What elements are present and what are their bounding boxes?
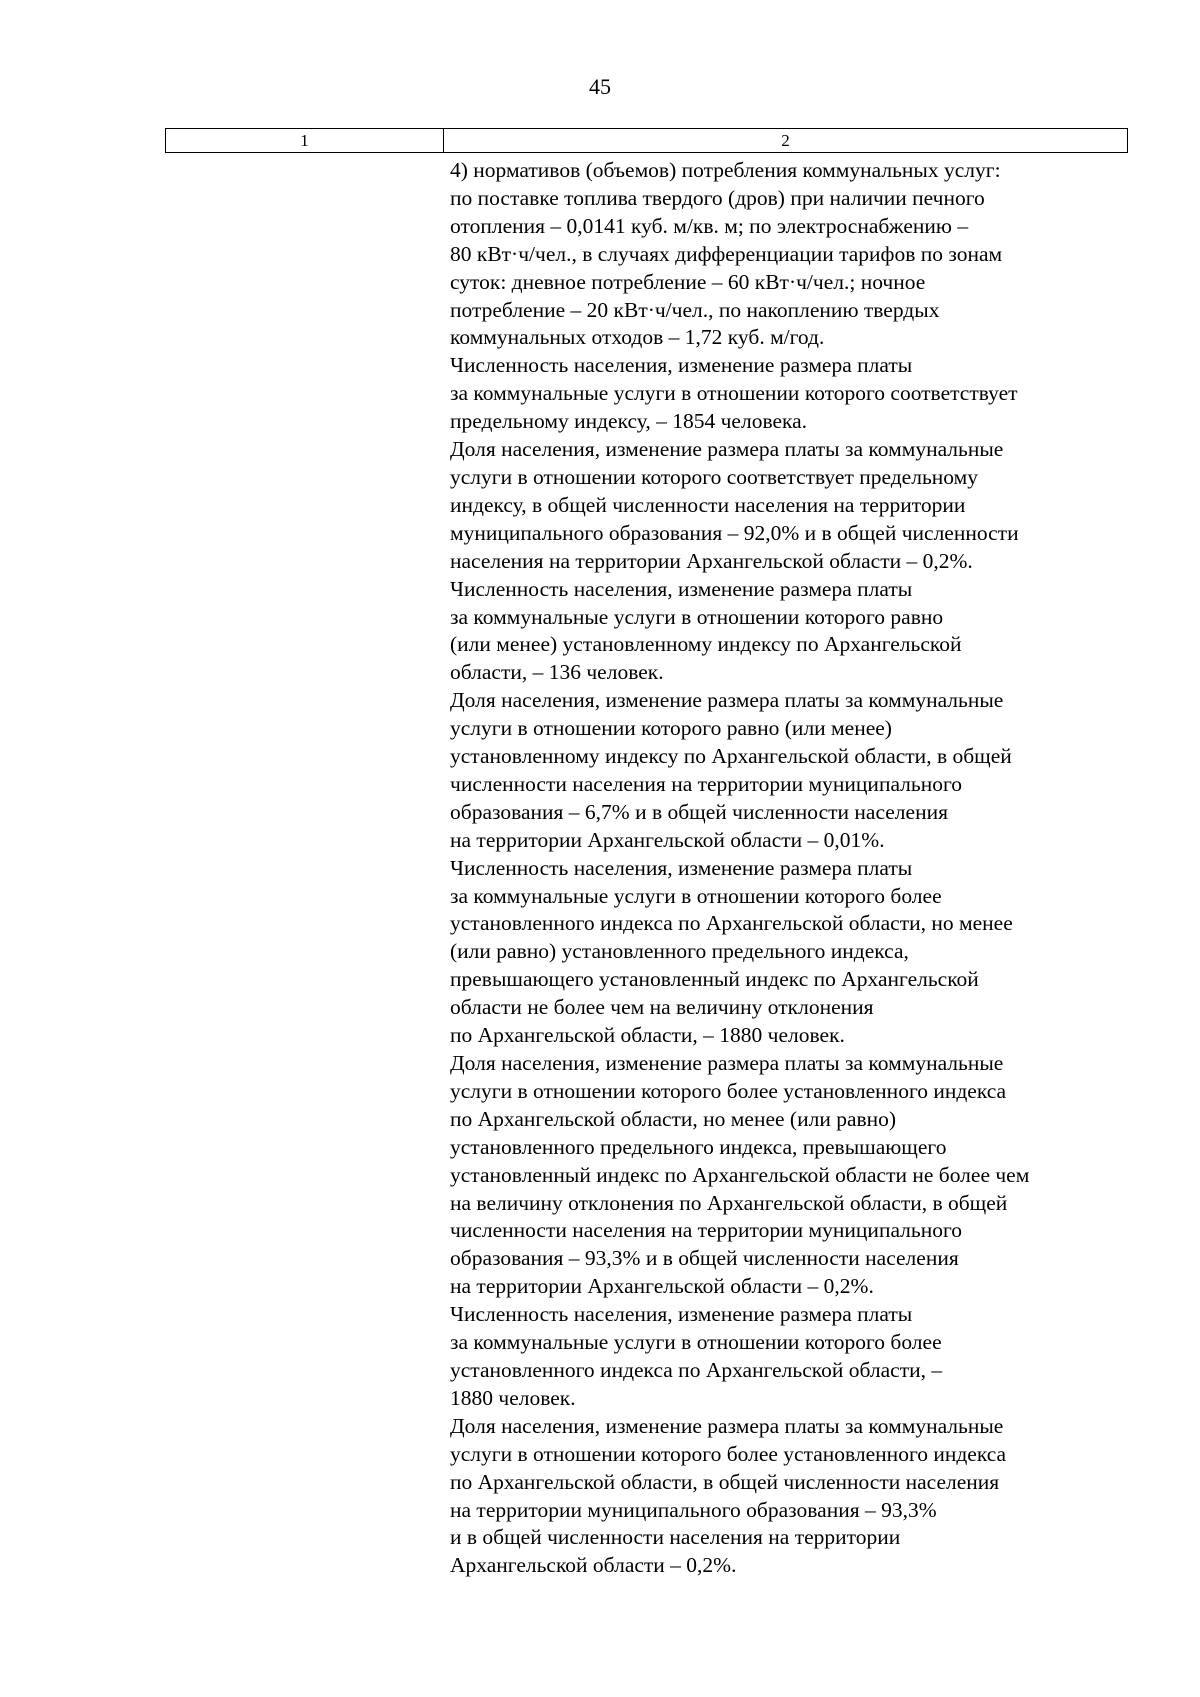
table-header (165, 128, 1128, 153)
text-line: образования – 6,7% и в общей численности населения (450, 799, 948, 824)
column-number-1: 1 (166, 129, 444, 153)
text-line: за коммунальные услуги в отношении которого более (450, 1330, 942, 1355)
text-line: Численность населения, изменение размера платы (450, 855, 913, 880)
text-line: населения на территории Архангельской области – 0,2%. (450, 548, 973, 573)
text-line: отопления – 0,0141 куб. м/кв. м; по электроснабжению – (450, 213, 969, 238)
text-line: Доля населения, изменение размера платы за коммунальные (450, 437, 1004, 462)
text-line: предельному индексу, – 1854 человека. (450, 409, 808, 434)
text-line: установленному индексу по Архангельской области, в общей (450, 744, 1012, 769)
text-line: Численность населения, изменение размера платы (450, 576, 913, 601)
text-line: коммунальных отходов – 1,72 куб. м/год. (450, 325, 825, 350)
text-line: установленного индекса по Архангельской области, но менее (450, 911, 1013, 936)
text-line: (или менее) установленному индексу по Архангельской (450, 632, 962, 657)
text-line: 80 кВт·ч/чел., в случаях дифференциации тарифов по зонам (450, 241, 1003, 266)
text-line: суток: дневное потребление – 60 кВт·ч/чел.; ночное (450, 269, 926, 294)
column-number-2: 2 (444, 129, 1128, 153)
text-line: и в общей численности населения на территории (450, 1525, 901, 1550)
text-line: 4) нормативов (объемов) потребления коммунальных услуг: (450, 158, 1001, 182)
text-line: области, – 136 человек. (450, 660, 664, 685)
text-line: 1880 человек. (450, 1385, 576, 1410)
text-line: численности населения на территории муниципального (450, 1218, 963, 1243)
text-line: за коммунальные услуги в отношении которого соответствует (450, 381, 1018, 406)
text-line: индексу, в общей численности населения на территории (450, 492, 966, 517)
text-line: по Архангельской области, в общей численности населения (450, 1469, 1000, 1494)
text-line: на величину отклонения по Архангельской области, в общей (450, 1190, 1008, 1215)
text-line: Численность населения, изменение размера платы (450, 1302, 913, 1327)
text-line: установленный индекс по Архангельской области не более чем (450, 1162, 1030, 1187)
text-line: услуги в отношении которого более установленного индекса (450, 1441, 1007, 1466)
text-line: на территории Архангельской области – 0,2%. (450, 1274, 874, 1299)
text-line: по Архангельской области, но менее (или равно) (450, 1106, 897, 1131)
text-line: за коммунальные услуги в отношении которого равно (450, 604, 944, 629)
text-line: услуги в отношении которого соответствует предельному (450, 464, 978, 489)
text-line: Архангельской области – 0,2%. (450, 1553, 737, 1578)
text-line: Доля населения, изменение размера платы за коммунальные (450, 1051, 1004, 1075)
text-line: муниципального образования – 92,0% и в общей численности (450, 520, 1019, 545)
text-line: образования – 93,3% и в общей численности населения (450, 1246, 959, 1271)
column-2-text (450, 157, 1130, 1580)
text-line: области не более чем на величину отклонения (450, 995, 874, 1020)
text-line: по Архангельской области, – 1880 человек. (450, 1023, 845, 1048)
text-line: Доля населения, изменение размера платы за коммунальные (450, 688, 1004, 713)
text-line: на территории Архангельской области – 0,01%. (450, 827, 885, 852)
text-line: услуги в отношении которого более установленного индекса (450, 1078, 1007, 1103)
text-line: за коммунальные услуги в отношении которого более (450, 883, 942, 908)
text-line: превышающего установленный индекс по Архангельской (450, 967, 979, 992)
text-line: потребление – 20 кВт·ч/чел., по накоплению твердых (450, 297, 940, 322)
text-line: Численность населения, изменение размера платы (450, 353, 913, 378)
page-number: 45 (589, 74, 611, 99)
text-line: установленного предельного индекса, превышающего (450, 1134, 947, 1159)
text-line: услуги в отношении которого равно (или менее) (450, 716, 892, 741)
text-line: Доля населения, изменение размера платы за коммунальные (450, 1413, 1004, 1438)
text-line: на территории муниципального образования – 93,3% (450, 1497, 937, 1522)
text-line: (или равно) установленного предельного индекса, (450, 939, 909, 964)
text-line: по поставке топлива твердого (дров) при наличии печного (450, 185, 985, 210)
text-line: установленного индекса по Архангельской области, – (450, 1357, 943, 1382)
text-line: численности населения на территории муниципального (450, 771, 963, 796)
